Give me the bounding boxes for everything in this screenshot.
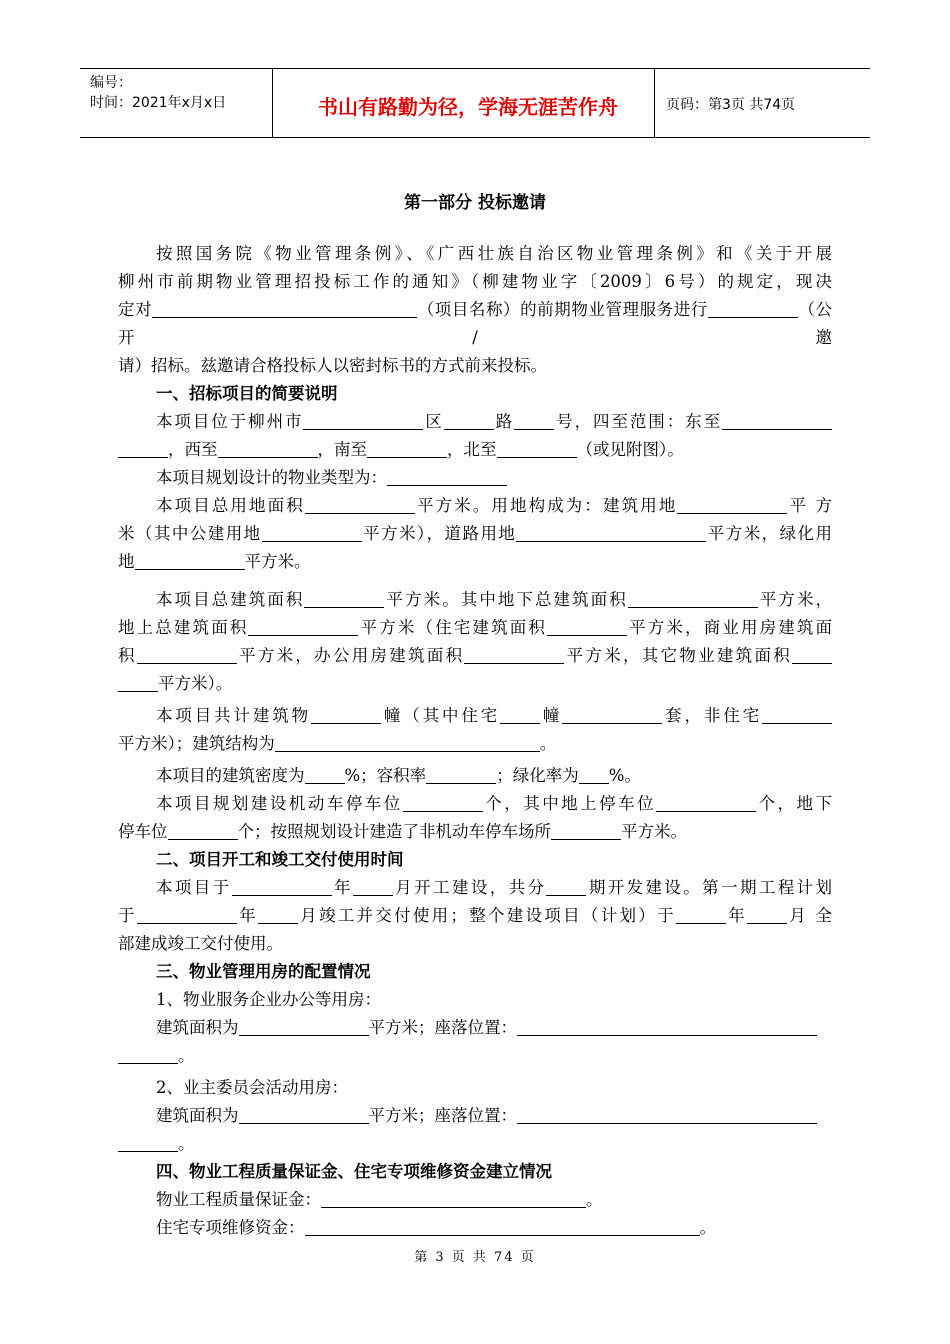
fund-line: 住宅专项维修资金： 。 (156, 1218, 716, 1237)
item-line: 2、业主委员会活动用房： (156, 1078, 348, 1097)
blank-field (517, 1105, 817, 1124)
blank-field (304, 589, 384, 608)
blank-field (547, 617, 627, 636)
blank-field (262, 523, 362, 542)
schedule-line: 本项目于 年 月开工建设，共分 期开发建设。第一期工程计划 (156, 878, 833, 897)
blank-field (118, 439, 168, 458)
blank-field (722, 411, 832, 430)
area-line: 本项目总建筑面积 平方米。其中地下总建筑面积 平方米， (156, 590, 833, 609)
section-heading: 三、物业管理用房的配置情况 (156, 962, 371, 981)
blank-field (514, 411, 554, 430)
blank-field (677, 495, 787, 514)
blank-field (275, 733, 540, 752)
blank-field (762, 705, 832, 724)
intro-line: 柳州市前期物业管理招投标工作的通知》（柳建物业字〔2009〕6号）的规定，现决 (118, 272, 832, 291)
blank-field (403, 793, 483, 812)
blank-field (546, 877, 586, 896)
blank-field (311, 705, 381, 724)
blank-field (353, 877, 393, 896)
time-label: 时间：2021年x月x日 (90, 95, 227, 111)
building-line: 本项目共计建筑物 幢（其中住宅 幢 套，非住宅 (118, 702, 832, 730)
blank-field (551, 821, 621, 840)
page-header (80, 68, 870, 138)
section-heading: 一、招标项目的简要说明 (156, 384, 338, 403)
fund-line: 物业工程质量保证金： 。 (156, 1190, 603, 1209)
blank-field (579, 765, 609, 784)
type-line: 本项目规划设计的物业类型为： (118, 464, 832, 492)
blank-field (708, 299, 798, 318)
page-title: 第一部分 投标邀请 (404, 193, 546, 213)
land-line: 本项目总用地面积 平方米。用地构成为：建筑用地 平 方 (156, 496, 833, 515)
blank-field (118, 1045, 178, 1064)
blank-field (444, 411, 494, 430)
section-heading: 四、物业工程质量保证金、住宅专项维修资金建立情况 (156, 1162, 552, 1181)
blank-field (792, 645, 832, 664)
blank-field (656, 793, 756, 812)
blank-field (387, 467, 507, 486)
location-line: ，西至 ，南至 ，北至 （或见附图）。 (118, 436, 832, 464)
land-line: 地 平方米。 (118, 552, 311, 571)
header-divider (272, 69, 273, 137)
blank-field (152, 299, 417, 318)
blank-field (258, 905, 298, 924)
blank-field (232, 877, 332, 896)
header-divider (654, 69, 655, 137)
parking-line: 停车位 个；按照规划设计建造了非机动车停车场所 平方米。 (118, 822, 687, 841)
blank-field (118, 1133, 178, 1152)
intro-line: 定对 （项目名称）的前期物业管理服务进行 （公开/邀 (118, 300, 833, 347)
blank-field (135, 551, 245, 570)
blank-field (562, 705, 662, 724)
header-motto: 书山有路勤为径，学海无涯苦作舟 (318, 95, 618, 119)
blank-field (464, 645, 564, 664)
blank-field (305, 495, 415, 514)
item-area-line: 建筑面积为 平方米；座落位置： (118, 1014, 832, 1042)
density-line: 本项目的建筑密度为 %；容积率 ；绿化率为 %。 (156, 766, 641, 785)
blank-field (426, 765, 496, 784)
intro-line: 按照国务院《物业管理条例》、《广西壮族自治区物业管理条例》和《关于开展 (156, 244, 832, 263)
number-label: 编号： (90, 75, 132, 91)
blank-field (118, 673, 158, 692)
section-heading: 二、项目开工和竣工交付使用时间 (156, 850, 404, 869)
item-area-line: 建筑面积为 平方米；座落位置： (118, 1102, 832, 1130)
blank-field (305, 1217, 700, 1236)
item-line: 1、物业服务企业办公等用房： (156, 990, 381, 1009)
blank-field (517, 1017, 817, 1036)
blank-field (218, 439, 318, 458)
location-line: 本项目位于柳州市 区 路 号，四至范围：东至 (118, 408, 832, 436)
blank-field (137, 645, 237, 664)
document-body (118, 240, 832, 1242)
page-footer: 第 3 页 共 74 页 (414, 1250, 536, 1265)
land-line: 米（其中公建用地 平方米），道路用地 平方米，绿化用 (118, 524, 833, 543)
blank-field (303, 411, 423, 430)
blank-field (168, 821, 238, 840)
blank-field (305, 765, 345, 784)
blank-field (239, 1017, 369, 1036)
blank-field (676, 905, 726, 924)
blank-field (367, 439, 447, 458)
item-area-line: 。 (118, 1130, 832, 1158)
area-line: 平方米）。 (118, 670, 832, 698)
area-line: 积 平方米，办公用房建筑面积 平方米，其它物业建筑面积 (118, 642, 832, 670)
item-area-line: 。 (118, 1042, 832, 1070)
blank-field (628, 589, 758, 608)
parking-line: 本项目规划建设机动车停车位 个，其中地上停车位 个，地下 (156, 794, 833, 813)
building-line: 平方米）；建筑结构为 。 (118, 734, 557, 753)
blank-field (321, 1189, 586, 1208)
blank-field (500, 705, 540, 724)
header-meta (90, 73, 226, 113)
intro-line: 请）招标。兹邀请合格投标人以密封标书的方式前来投标。 (118, 356, 547, 375)
schedule-line: 部建成竣工交付使用。 (118, 934, 283, 953)
blank-field (497, 439, 577, 458)
blank-field (516, 523, 706, 542)
area-line: 地上总建筑面积 平方米（住宅建筑面积 平方米，商业用房建筑面 (118, 618, 833, 637)
schedule-line: 于 年 月竣工并交付使用；整个建设项目（计划）于 年 月 全 (118, 906, 833, 925)
blank-field (747, 905, 787, 924)
header-page-label: 页码：第3页 共74页 (666, 97, 796, 113)
blank-field (248, 617, 358, 636)
blank-field (137, 905, 237, 924)
blank-field (239, 1105, 369, 1124)
